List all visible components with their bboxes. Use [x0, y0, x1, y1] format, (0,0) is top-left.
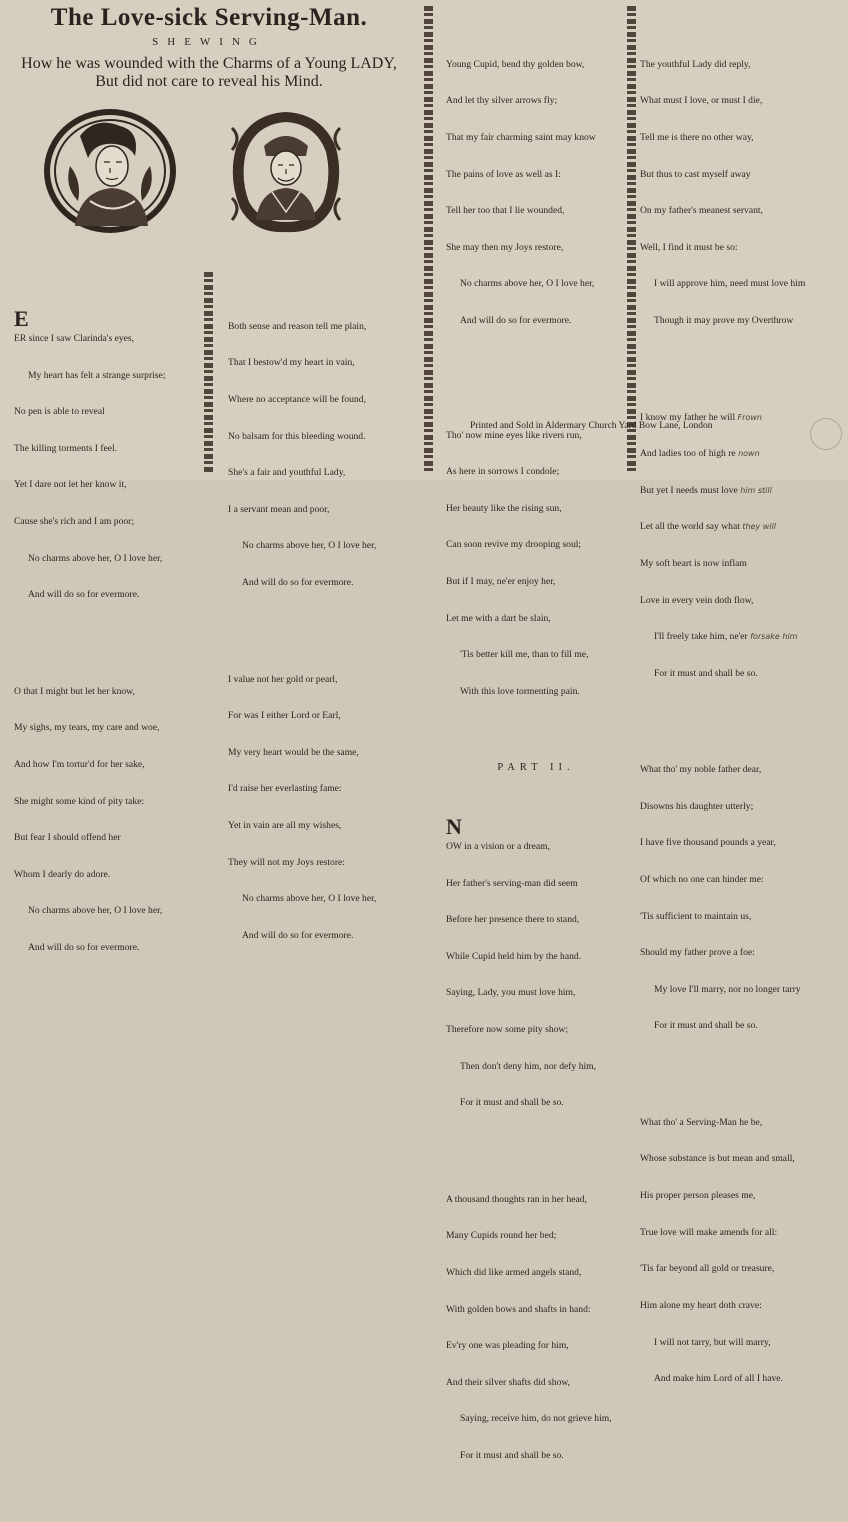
poem-column-3	[446, 10, 626, 1522]
verse-line	[640, 485, 840, 497]
printer-imprint: Printed and Sold in Aldermary Church Yard Bow Lane, London	[470, 421, 713, 431]
verse-line: Her beauty like the rising sun,	[446, 502, 562, 514]
verse-line: Her father's serving-man did seem	[446, 877, 578, 889]
verse-line: And how I'm tortur'd for her sake,	[14, 758, 145, 770]
handwritten-annotation: they will	[742, 522, 776, 532]
verse-line-text: And ladies too of high re	[640, 448, 736, 460]
verse-line: The youthful Lady did reply,	[640, 58, 751, 70]
verse-line: For it must and shall be so.	[460, 1097, 564, 1109]
shewing-heading: SHEWING	[152, 36, 266, 48]
verse-line: As here in sorrows I condole;	[446, 466, 560, 478]
stanza	[640, 34, 840, 351]
verse-line	[640, 631, 840, 643]
verse-line-text: Let all the world say what	[640, 521, 740, 533]
verse-line: 'Tis sufficient to maintain us,	[640, 910, 752, 922]
verse-line: And will do so for evermore.	[242, 929, 354, 941]
verse-line: OW in a vision or a dream,	[446, 841, 550, 852]
stanza	[14, 661, 204, 978]
verse-line: For was I either Lord or Earl,	[228, 710, 341, 722]
library-stamp	[810, 418, 842, 450]
verse-line: My soft heart is now inflam	[640, 557, 747, 569]
verse-line: Him alone my heart doth crave:	[640, 1299, 762, 1311]
verse-line: Yet I dare not let her know it,	[14, 479, 127, 491]
lady-portrait-woodcut	[40, 106, 180, 236]
ornament-border-middle	[424, 6, 433, 472]
stanza	[640, 740, 840, 1057]
subtitle-line-2: But did not care to reveal his Mind.	[95, 73, 323, 90]
verse-line: Yet in vain are all my wishes,	[228, 819, 342, 831]
verse-line: And will do so for evermore.	[460, 315, 572, 327]
verse-line: On my father's meanest servant,	[640, 205, 763, 217]
verse-line: That I bestow'd my heart in vain,	[228, 357, 355, 369]
verse-line: And will do so for evermore.	[28, 589, 140, 601]
verse-line: No charms above her, O I love her,	[28, 552, 163, 564]
stanza	[446, 405, 626, 722]
verse-line	[640, 521, 840, 533]
verse-line: I have five thousand pounds a year,	[640, 837, 776, 849]
verse-line: Many Cupids round her bed;	[446, 1230, 557, 1242]
verse-line: No pen is able to reveal	[14, 406, 105, 418]
verse-line: With golden bows and shafts in hand:	[446, 1303, 591, 1315]
stanza	[446, 1169, 626, 1486]
verse-line: I value not her gold or pearl,	[228, 673, 338, 685]
stanza	[228, 296, 422, 613]
verse-line: With this love tormenting pain.	[460, 685, 580, 697]
handwritten-annotation: forsake him	[750, 632, 798, 642]
verse-line: I'd raise her everlasting fame:	[228, 783, 342, 795]
verse-line: Should my father prove a foe:	[640, 947, 755, 959]
subtitle-line-1: How he was wounded with the Charms of a Young LADY,	[21, 55, 397, 72]
verse-line: Then don't deny him, nor defy him,	[460, 1060, 597, 1072]
poem-column-2	[228, 272, 422, 1002]
verse-line-text: I know my father he will	[640, 411, 736, 423]
verse-line: For it must and shall be so.	[654, 667, 758, 679]
verse-line: What tho' a Serving-Man he be,	[640, 1116, 763, 1128]
verse-line: O that I might but let her know,	[14, 685, 135, 697]
handwritten-annotation: Frown	[737, 412, 762, 422]
verse-line: Tho' now mine eyes like rivers run,	[446, 429, 582, 441]
verse-line: Whom I dearly do adore.	[14, 868, 111, 880]
verse-line: Tell me is there no other way,	[640, 132, 754, 144]
page-title: The Love-sick Serving-Man.	[50, 4, 368, 31]
verse-line-text: But yet I needs must love	[640, 484, 738, 496]
poem-column-1	[14, 272, 204, 1014]
verse-line: Of which no one can hinder me:	[640, 874, 764, 886]
verse-line: My sighs, my tears, my care and woe,	[14, 722, 160, 734]
verse-line: Young Cupid, bend thy golden bow,	[446, 58, 585, 70]
verse-line: No charms above her, O I love her,	[460, 278, 595, 290]
verse-line: No charms above her, O I love her,	[242, 540, 377, 552]
ornament-border-right	[627, 6, 636, 472]
part-two-heading: PART II.	[497, 761, 575, 773]
stanza	[14, 296, 204, 625]
verse-line: No balsam for this bleeding wound.	[228, 430, 366, 442]
verse-line: No charms above her, O I love her,	[28, 905, 163, 917]
verse-line: Let me with a dart be slain,	[446, 612, 551, 624]
verse-line: What tho' my noble father dear,	[640, 764, 762, 776]
verse-line: Cause she's rich and I am poor;	[14, 516, 135, 528]
verse-line: And will do so for evermore.	[28, 941, 140, 953]
verse-line: For it must and shall be so.	[654, 1020, 758, 1032]
verse-line: Therefore now some pity show;	[446, 1024, 569, 1036]
verse-line: But thus to cast myself away	[640, 168, 751, 180]
verse-line: Well, I find it must be so:	[640, 241, 738, 253]
verse-line: For it must and shall be so.	[460, 1449, 564, 1461]
verse-line: Love in every vein doth flow,	[640, 594, 754, 606]
verse-line	[640, 448, 840, 460]
verse-line: I will not tarry, but will marry,	[654, 1336, 771, 1348]
verse-line: Disowns his daughter utterly;	[640, 800, 754, 812]
drop-cap: N	[446, 813, 462, 839]
verse-line: They will not my Joys restore:	[228, 856, 345, 868]
verse-line: I a servant mean and poor,	[228, 503, 330, 515]
verse-line: While Cupid held him by the hand.	[446, 950, 582, 962]
verse-line: Tell her too that I lie wounded,	[446, 205, 565, 217]
verse-line-text: I'll freely take him, ne'er	[654, 631, 748, 643]
ornament-border-left	[204, 272, 213, 472]
verse-line: Which did like armed angels stand,	[446, 1266, 582, 1278]
man-portrait-woodcut	[228, 108, 344, 236]
stanza	[228, 649, 422, 966]
verse-line: She's a fair and youthful Lady,	[228, 467, 346, 479]
verse-line: What must I love, or must I die,	[640, 95, 763, 107]
verse-line: Saying, receive him, do not grieve him,	[460, 1413, 612, 1425]
stanza	[446, 804, 626, 1133]
verse-line: And will do so for evermore.	[242, 577, 354, 589]
verse-line: My love I'll marry, nor no longer tarry	[654, 983, 801, 995]
verse-line: 'Tis far beyond all gold or treasure,	[640, 1263, 775, 1275]
verse-line: ER since I saw Clarinda's eyes,	[14, 333, 135, 345]
verse-line: My heart has felt a strange surprise;	[28, 369, 166, 381]
verse-line: His proper person pleases me,	[640, 1190, 756, 1202]
poem-column-4	[640, 10, 840, 1445]
verse-line: Saying, Lady, you must love him,	[446, 987, 576, 999]
verse-line: I will approve him, need must love him	[654, 278, 806, 290]
verse-line: And make him Lord of all I have.	[654, 1373, 783, 1385]
stanza	[640, 1092, 840, 1409]
verse-line: Before her presence there to stand,	[446, 914, 580, 926]
verse-line: No charms above her, O I love her,	[242, 893, 377, 905]
verse-line: That my fair charming saint may know	[446, 132, 596, 144]
verse-line: But fear I should offend her	[14, 832, 121, 844]
verse-line: And let thy silver arrows fly;	[446, 95, 558, 107]
verse-line: But if I may, ne'er enjoy her,	[446, 575, 556, 587]
verse-line: She may then my Joys restore,	[446, 241, 564, 253]
verse-line: And their silver shafts did show,	[446, 1376, 571, 1388]
verse-line: A thousand thoughts ran in her head,	[446, 1193, 587, 1205]
verse-line: The killing torments I feel.	[14, 442, 118, 454]
handwritten-annotation: nown	[738, 449, 760, 459]
stanza	[446, 34, 626, 351]
subtitle	[0, 55, 418, 91]
verse-line: Ev'ry one was pleading for him,	[446, 1340, 569, 1352]
verse-line: True love will make amends for all:	[640, 1226, 778, 1238]
drop-cap: E	[14, 305, 29, 331]
verse-line: Though it may prove my Overthrow	[654, 315, 794, 327]
verse-line: Both sense and reason tell me plain,	[228, 320, 367, 332]
verse-line: The pains of love as well as I:	[446, 168, 561, 180]
verse-line: Can soon revive my drooping soul;	[446, 539, 582, 551]
verse-line: 'Tis better kill me, than to fill me,	[460, 649, 589, 661]
verse-line: My very heart would be the same,	[228, 746, 359, 758]
verse-line: Where no acceptance will be found,	[228, 394, 366, 406]
verse-line: She might some kind of pity take:	[14, 795, 145, 807]
handwritten-annotation: him still	[740, 485, 772, 495]
verse-line: Whose substance is but mean and small,	[640, 1153, 795, 1165]
